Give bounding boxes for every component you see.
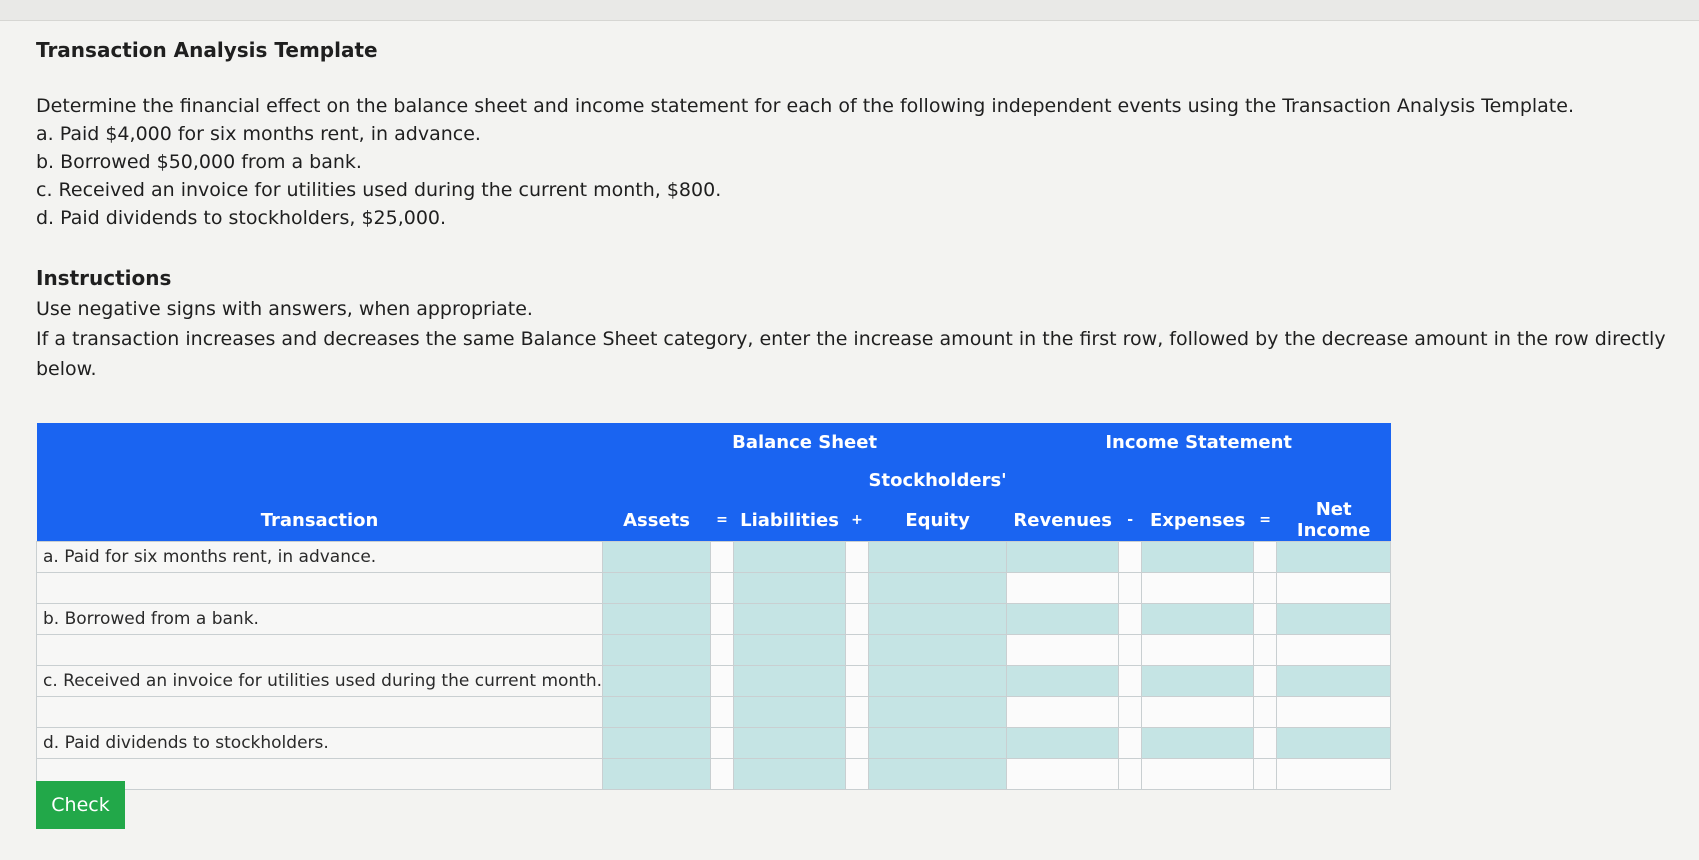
operator-spacer (846, 697, 869, 728)
liabilities-cell[interactable] (734, 728, 846, 759)
expenses-cell[interactable] (1142, 666, 1254, 697)
transaction-label: b. Borrowed from a bank. (37, 604, 603, 635)
assets-input[interactable] (603, 604, 710, 634)
liabilities-cell[interactable] (734, 604, 846, 635)
operator-spacer (1119, 573, 1142, 604)
net-income-column-header (1277, 499, 1391, 542)
revenues-cell[interactable] (1007, 666, 1119, 697)
operator-spacer (711, 573, 734, 604)
revenues-input[interactable] (1007, 573, 1118, 603)
equity-input[interactable] (869, 542, 1006, 572)
expenses-cell[interactable] (1142, 635, 1254, 666)
table-row (37, 604, 1391, 635)
net-income-label-line2: Income (1296, 520, 1371, 541)
top-bar (0, 0, 1699, 21)
instruction-line-1: Use negative signs with answers, when appropriate. (36, 298, 533, 320)
operator-spacer (1119, 604, 1142, 635)
liabilities-input[interactable] (734, 635, 845, 665)
operator-spacer (846, 635, 869, 666)
operator-spacer (1254, 728, 1277, 759)
revenues-input[interactable] (1007, 604, 1118, 634)
operator-spacer (1119, 542, 1142, 573)
instructions-heading: Instructions (36, 266, 172, 290)
expenses-cell[interactable] (1142, 604, 1254, 635)
operator-spacer (711, 542, 734, 573)
expenses-cell[interactable] (1142, 542, 1254, 573)
event-list (36, 120, 1686, 232)
operator-spacer (1254, 666, 1277, 697)
expenses-input[interactable] (1142, 542, 1253, 572)
expenses-cell[interactable] (1142, 573, 1254, 604)
net-income-input[interactable] (1277, 542, 1390, 572)
liabilities-cell[interactable] (734, 666, 846, 697)
table-row (37, 573, 1391, 604)
liabilities-input[interactable] (734, 697, 845, 727)
revenues-input[interactable] (1007, 697, 1118, 727)
equity-input[interactable] (869, 666, 1006, 696)
net-income-cell[interactable] (1277, 697, 1391, 728)
page-title: Transaction Analysis Template (36, 38, 378, 62)
revenues-input[interactable] (1007, 542, 1118, 572)
equity-input[interactable] (869, 728, 1006, 758)
assets-input[interactable] (603, 573, 710, 603)
intro-text: Determine the financial effect on the balance sheet and income statement for each of the following independent events using the Transaction Analysis Template. (36, 95, 1574, 117)
revenues-column-header: Revenues (1007, 499, 1119, 542)
equals-operator: = (711, 499, 734, 542)
liabilities-input[interactable] (734, 604, 845, 634)
liabilities-cell[interactable] (734, 635, 846, 666)
operator-spacer (1254, 635, 1277, 666)
operator-spacer (1119, 728, 1142, 759)
equity-input[interactable] (869, 635, 1006, 665)
operator-spacer (846, 759, 869, 790)
revenues-cell[interactable] (1007, 604, 1119, 635)
net-income-cell[interactable] (1277, 604, 1391, 635)
revenues-cell[interactable] (1007, 573, 1119, 604)
assets-input[interactable] (603, 697, 710, 727)
assets-cell[interactable] (603, 728, 711, 759)
net-income-cell[interactable] (1277, 573, 1391, 604)
equity-cell[interactable] (869, 542, 1007, 573)
operator-spacer (711, 728, 734, 759)
equity-cell[interactable] (869, 604, 1007, 635)
operator-spacer (1119, 759, 1142, 790)
transaction-label-blank (37, 697, 603, 728)
revenues-cell[interactable] (1007, 728, 1119, 759)
operator-spacer (846, 604, 869, 635)
expenses-cell[interactable] (1142, 728, 1254, 759)
liabilities-column-header: Liabilities (734, 499, 846, 542)
expenses-column-header: Expenses (1142, 499, 1254, 542)
operator-spacer (1119, 697, 1142, 728)
liabilities-cell[interactable] (734, 573, 846, 604)
net-income-cell[interactable] (1277, 635, 1391, 666)
transaction-label-blank (37, 635, 603, 666)
net-income-cell[interactable] (1277, 759, 1391, 790)
net-income-input[interactable] (1277, 728, 1390, 758)
net-income-cell[interactable] (1277, 542, 1391, 573)
plus-operator: + (846, 499, 869, 542)
net-income-input[interactable] (1277, 697, 1390, 727)
assets-input[interactable] (603, 666, 710, 696)
table-row (37, 697, 1391, 728)
operator-spacer (846, 728, 869, 759)
transaction-label: d. Paid dividends to stockholders. (37, 728, 603, 759)
transaction-analysis-table (36, 423, 1391, 790)
operator-spacer (1254, 573, 1277, 604)
assets-input[interactable] (603, 759, 710, 789)
assets-cell[interactable] (603, 697, 711, 728)
expenses-input[interactable] (1142, 635, 1253, 665)
liabilities-cell[interactable] (734, 542, 846, 573)
expenses-input[interactable] (1142, 666, 1253, 696)
equity-input[interactable] (869, 573, 1006, 603)
assets-cell[interactable] (603, 542, 711, 573)
liabilities-cell[interactable] (734, 759, 846, 790)
revenues-cell[interactable] (1007, 759, 1119, 790)
instruction-line-2: If a transaction increases and decreases the same Balance Sheet category, enter the increase amount in the first row, followed by the decrease amount in the row directly below. (36, 328, 1666, 380)
operator-spacer (1254, 604, 1277, 635)
equity-cell[interactable] (869, 635, 1007, 666)
net-income-input[interactable] (1277, 666, 1390, 696)
net-income-input[interactable] (1277, 604, 1390, 634)
equity-cell[interactable] (869, 666, 1007, 697)
operator-spacer (711, 697, 734, 728)
net-income-input[interactable] (1277, 635, 1390, 665)
equity-cell[interactable] (869, 759, 1007, 790)
net-income-input[interactable] (1277, 573, 1390, 603)
equals-operator: = (1254, 499, 1277, 542)
instructions-text (36, 294, 1686, 384)
revenues-cell[interactable] (1007, 697, 1119, 728)
equity-column-header: Equity (869, 499, 1007, 542)
revenues-input[interactable] (1007, 666, 1118, 696)
table-body (37, 542, 1391, 790)
net-income-cell[interactable] (1277, 666, 1391, 697)
equity-cell[interactable] (869, 728, 1007, 759)
transaction-label: a. Paid for six months rent, in advance. (37, 542, 603, 573)
expenses-input[interactable] (1142, 728, 1253, 758)
event-item-b: b. Borrowed $50,000 from a bank. (36, 151, 362, 173)
assets-cell[interactable] (603, 635, 711, 666)
question-content (36, 30, 1686, 384)
operator-spacer (711, 759, 734, 790)
table-row (37, 728, 1391, 759)
assets-cell[interactable] (603, 666, 711, 697)
operator-spacer (711, 635, 734, 666)
event-item-d: d. Paid dividends to stockholders, $25,000. (36, 207, 447, 229)
revenues-input[interactable] (1007, 728, 1118, 758)
expenses-cell[interactable] (1142, 697, 1254, 728)
equity-input[interactable] (869, 697, 1006, 727)
operator-spacer (1119, 635, 1142, 666)
stockholders-header: Stockholders' (869, 461, 1007, 499)
assets-input[interactable] (603, 542, 710, 572)
event-item-a: a. Paid $4,000 for six months rent, in advance. (36, 123, 481, 145)
operator-spacer (711, 666, 734, 697)
revenues-input[interactable] (1007, 759, 1118, 789)
expenses-input[interactable] (1142, 573, 1253, 603)
table-row (37, 542, 1391, 573)
net-income-label-line1: Net (1315, 499, 1352, 520)
check-button[interactable]: Check (36, 781, 125, 829)
operator-spacer (1254, 542, 1277, 573)
table-row (37, 666, 1391, 697)
transaction-column-header: Transaction (37, 499, 603, 542)
net-income-input[interactable] (1277, 759, 1390, 789)
assets-input[interactable] (603, 635, 710, 665)
balance-sheet-header: Balance Sheet (603, 423, 1007, 461)
liabilities-input[interactable] (734, 728, 845, 758)
net-income-cell[interactable] (1277, 728, 1391, 759)
liabilities-input[interactable] (734, 542, 845, 572)
minus-operator: - (1119, 499, 1142, 542)
transaction-label-blank (37, 573, 603, 604)
assets-input[interactable] (603, 728, 710, 758)
operator-spacer (1119, 666, 1142, 697)
assets-cell[interactable] (603, 759, 711, 790)
revenues-input[interactable] (1007, 635, 1118, 665)
assets-cell[interactable] (603, 604, 711, 635)
operator-spacer (846, 542, 869, 573)
operator-spacer (846, 573, 869, 604)
assets-column-header: Assets (603, 499, 711, 542)
operator-spacer (846, 666, 869, 697)
equity-input[interactable] (869, 759, 1006, 789)
equity-cell[interactable] (869, 573, 1007, 604)
operator-spacer (1254, 759, 1277, 790)
liabilities-cell[interactable] (734, 697, 846, 728)
expenses-cell[interactable] (1142, 759, 1254, 790)
table-row (37, 635, 1391, 666)
operator-spacer (711, 604, 734, 635)
expenses-input[interactable] (1142, 604, 1253, 634)
expenses-input[interactable] (1142, 697, 1253, 727)
expenses-input[interactable] (1142, 759, 1253, 789)
equity-input[interactable] (869, 604, 1006, 634)
equity-cell[interactable] (869, 697, 1007, 728)
liabilities-input[interactable] (734, 573, 845, 603)
revenues-cell[interactable] (1007, 635, 1119, 666)
operator-spacer (1254, 697, 1277, 728)
revenues-cell[interactable] (1007, 542, 1119, 573)
liabilities-input[interactable] (734, 759, 845, 789)
event-item-c: c. Received an invoice for utilities used during the current month, $800. (36, 179, 722, 201)
transaction-label: c. Received an invoice for utilities used during the current month. (37, 666, 603, 697)
table-row (37, 759, 1391, 790)
assets-cell[interactable] (603, 573, 711, 604)
liabilities-input[interactable] (734, 666, 845, 696)
income-statement-header: Income Statement (1007, 423, 1391, 461)
